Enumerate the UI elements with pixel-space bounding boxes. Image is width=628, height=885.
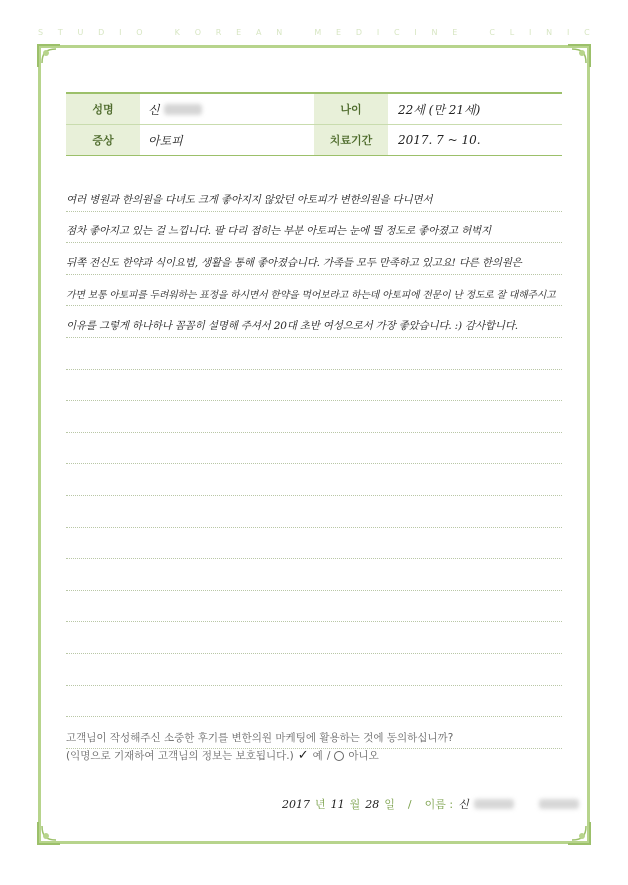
review-text-area [66, 180, 562, 749]
sign-separator: / [407, 797, 412, 811]
sign-month-label: 월 [349, 798, 361, 811]
period-value: 2017. 7 ~ 10. [398, 133, 481, 147]
review-line [66, 496, 562, 528]
sign-day: 28 [365, 797, 380, 811]
review-line-text: 가면 보통 아토피를 두려워하는 표정을 하시면서 한약을 먹어보라고 하는데 아토피에 전문이 난 정도로 잘 대해주시고 [66, 290, 556, 302]
review-line [66, 464, 562, 496]
review-line [66, 433, 562, 465]
name-value: 신 [148, 102, 160, 117]
symptom-value: 아토피 [148, 133, 183, 148]
review-line [66, 528, 562, 560]
review-line [66, 306, 562, 338]
patient-info-table [66, 92, 562, 156]
review-line [66, 591, 562, 623]
blurred-signature [539, 799, 579, 809]
review-line [66, 401, 562, 433]
review-line-text: 여러 병원과 한의원을 다녀도 크게 좋아지지 않았던 아토피가 변한의원을 다니면서 [66, 193, 433, 206]
consent-yes-label[interactable]: 예 [312, 750, 323, 762]
review-line [66, 212, 562, 244]
consent-question: 고객님이 작성해주신 소중한 후기를 변한의원 마케팅에 활용하는 것에 동의하십니까? [66, 732, 454, 744]
review-line-text: 뒤쪽 전신도 한약과 식이요법, 생활을 통해 좋아졌습니다. 가족들 모두 만족하고 있고요! 다른 한의원은 [66, 256, 522, 269]
blurred-signature [474, 799, 514, 809]
sign-day-label: 일 [384, 798, 395, 811]
period-label: 치료기간 [314, 125, 388, 155]
clinic-header-watermark: S T U D I O K O R E A N M E D I C I N E C L I N I C [38, 28, 590, 37]
consent-note: (익명으로 기재하여 고객님의 정보는 보호됩니다.) [66, 750, 294, 762]
review-line [66, 654, 562, 686]
sign-name-label: 이름 : [424, 798, 454, 811]
review-line [66, 243, 562, 275]
consent-separator: / [326, 750, 331, 762]
review-line-text: 이유를 그렇게 하나하나 꼼꼼히 설명해 주셔서 20대 초반 여성으로서 가장 좋았습니다. :) 감사합니다. [66, 319, 518, 332]
corner-ornament-icon [36, 820, 62, 846]
review-line [66, 559, 562, 591]
review-line [66, 686, 562, 718]
review-line [66, 180, 562, 212]
sign-year: 2017 [282, 797, 310, 811]
review-line [66, 338, 562, 370]
check-mark-icon: ✓ [297, 748, 309, 763]
corner-ornament-icon [36, 43, 62, 69]
sign-month: 11 [330, 797, 345, 811]
signature-line [282, 796, 579, 812]
review-line [66, 622, 562, 654]
review-line-text: 점차 좋아지고 있는 걸 느낍니다. 팔 다리 접히는 부분 아토피는 눈에 띌 정도로 좋아졌고 허벅지 [66, 225, 491, 238]
radio-circle-icon[interactable] [334, 751, 344, 761]
review-line [66, 370, 562, 402]
consent-no-label[interactable]: 아니오 [348, 750, 379, 762]
consent-section [66, 729, 453, 765]
name-label: 성명 [66, 94, 140, 124]
symptom-label: 증상 [66, 125, 140, 155]
corner-ornament-icon [566, 820, 592, 846]
sign-name-value: 신 [458, 798, 469, 811]
age-value: 22세 (만 21세) [398, 102, 481, 117]
name-field [140, 94, 314, 124]
blurred-name [164, 104, 202, 115]
corner-ornament-icon [566, 43, 592, 69]
review-line [66, 275, 562, 307]
sign-year-label: 년 [315, 798, 326, 811]
age-label: 나이 [314, 94, 388, 124]
